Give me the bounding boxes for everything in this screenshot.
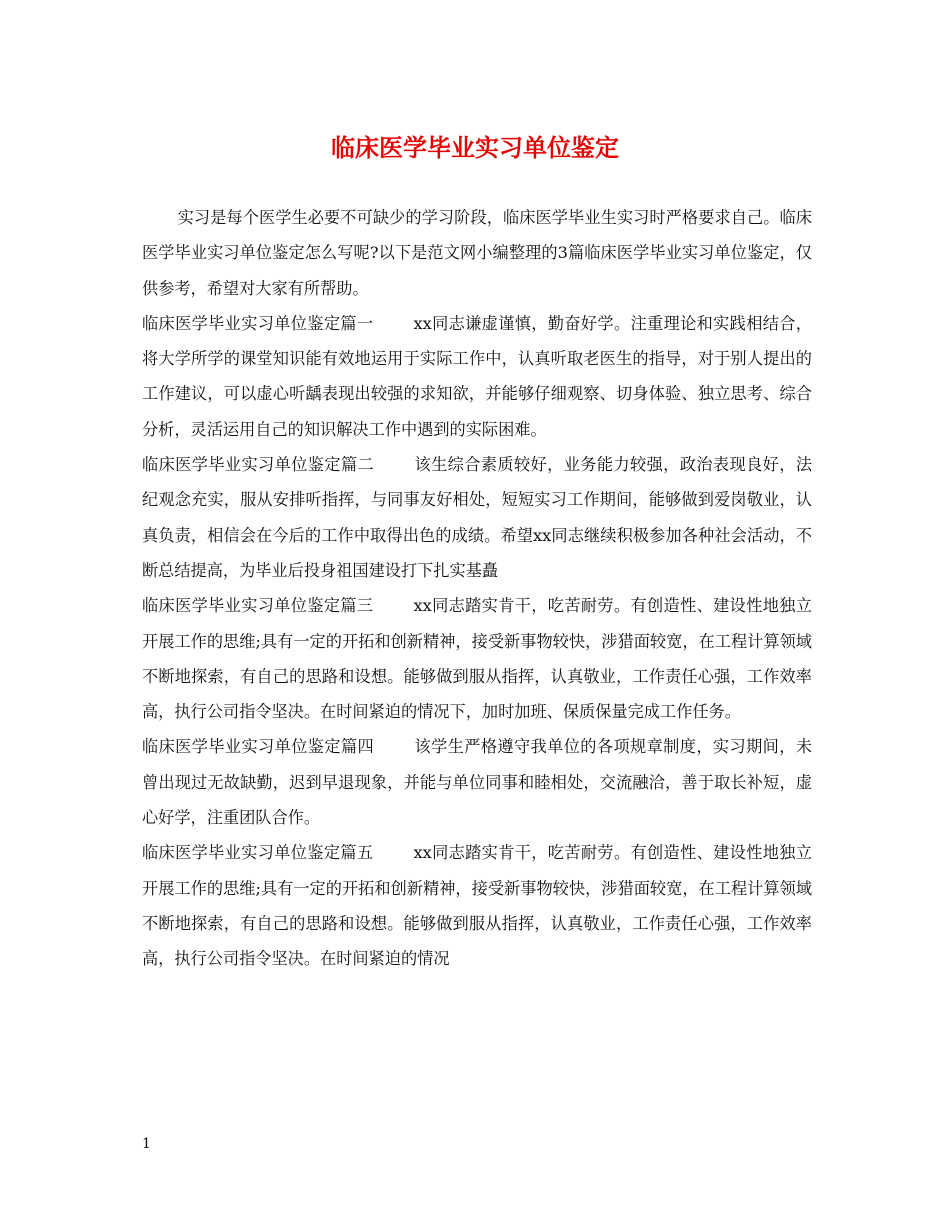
section-heading: 临床医学毕业实习单位鉴定篇三 [142,596,374,616]
section-heading: 临床医学毕业实习单位鉴定篇五 [142,843,374,863]
section-paragraph [142,588,812,729]
section-paragraph [142,447,812,588]
section-text: xx同志踏实肯干，吃苦耐劳。有创造性、建设性地独立开展工作的思维;具有一定的开拓和创新精神，接受新事物较快，涉猎面较宽，在工程计算领域不断地探索，有自己的思路和设想。能够做到服从指挥，认真敬业，工作责任心强，工作效率高，执行公司指令坚决。在时间紧迫的情况下，加时加班、保质保量完成工作任务。 [142,596,812,722]
section-heading: 临床医学毕业实习单位鉴定篇四 [142,737,375,757]
section-heading: 临床医学毕业实习单位鉴定篇二 [142,455,375,475]
section-text: xx同志踏实肯干，吃苦耐劳。有创造性、建设性地独立开展工作的思维;具有一定的开拓和创新精神，接受新事物较快，涉猎面较宽，在工程计算领域不断地探索，有自己的思路和设想。能够做到服从指挥，认真敬业，工作责任心强，工作效率高，执行公司指令坚决。在时间紧迫的情况 [142,843,812,969]
document-body [142,200,812,977]
page-number: 1 [142,1136,151,1152]
intro-paragraph: 实习是每个医学生必要不可缺少的学习阶段，临床医学毕业生实习时严格要求自己。临床医学毕业实习单位鉴定怎么写呢?以下是范文网小编整理的3篇临床医学毕业实习单位鉴定，仅供参考，希望对大家有所帮助。 [142,208,812,298]
section-text: 该学生严格遵守我单位的各项规章制度，实习期间，未曾出现过无故缺勤，迟到早退现象，并能与单位同事和睦相处，交流融洽，善于取长补短，虚心好学，注重团队合作。 [142,737,813,828]
section-paragraph [142,729,812,835]
section-heading: 临床医学毕业实习单位鉴定篇一 [142,313,374,333]
section-paragraph [142,306,812,447]
section-paragraph [142,835,812,976]
document-title: 临床医学毕业实习单位鉴定 [331,133,619,162]
section-text: 该生综合素质较好，业务能力较强，政治表现良好，法纪观念充实，服从安排听指挥，与同事友好相处，短短实习工作期间，能够做到爱岗敬业，认真负责，相信会在今后的工作中取得出色的成绩。希望xx同志继续积极参加各种社会活动，不断总结提高，为毕业后投身祖国建设打下扎实基矗 [142,455,813,580]
section-text: xx同志谦虚谨慎，勤奋好学。注重理论和实践相结合，将大学所学的课堂知识能有效地运用于实际工作中，认真听取老医生的指导，对于别人提出的工作建议，可以虚心听龋表现出较强的求知欲，并能够仔细观察、切身体验、独立思考、综合分析，灵活运用自己的知识解决工作中遇到的实际困难。 [142,313,812,439]
